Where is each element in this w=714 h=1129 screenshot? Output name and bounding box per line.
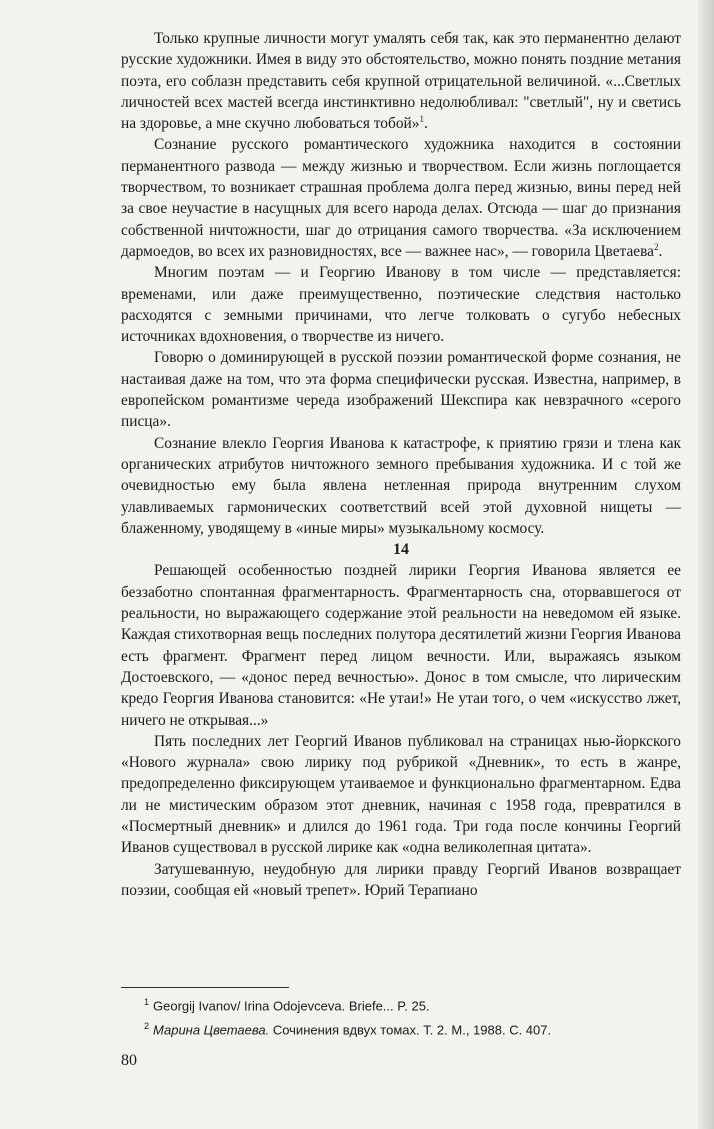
paragraph: Многим поэтам — и Георгию Иванову в том числе — представляется: временами, или даже преимущественно, поэтические следствия настолько расходятся с земными причинами, что легче толковать о сугубо небесных источниках вдохновения, о творчестве из ничего. [121, 264, 681, 346]
paragraph: Сознание влекло Георгия Иванова к катастрофе, к приятию грязи и тлена как органических атрибутов ничтожного земного пребывания художника. И с той же очевидностью ему была явлена нетленная природа внутренним слухом улавливаемых гармонических соответствий всей этой духовной нищеты — блаженному, уводящему в «иные миры» музыкальному космосу. [121, 434, 681, 537]
paragraph: Говорю о доминирующей в русской поэзии романтической форме сознания, не настаивая даже на том, что эта форма специфически русская. Известна, например, в европейском романтизме череда изображений Шекспира как невзрачного «серого писца». [121, 349, 681, 431]
footnote-divider [121, 987, 289, 988]
paragraph: Только крупные личности могут умалять себя так, как это перманентно делают русские художники. Имея в виду это обстоятельство, можно понять поздние метания поэта, его соблазн представить себя крупной отрицательной величиной. «...Светлых личностей всех мастей всегда инстинктивно недолюбливал: "светлый", ну и светись на здоровье, а мне скучно любоваться тобой»$^1$. [121, 30, 681, 133]
footnote-ref: 1 [419, 114, 424, 125]
paragraph: Затушеванную, неудобную для лирики правду Георгий Иванов возвращает поэзии, сообщая ей «новый трепет». Юрий Терапиано [121, 860, 681, 899]
paragraph: Сознание русского романтического художника находится в состоянии перманентного развода — между жизнью и творчеством. Если жизнь поглощается творчеством, то возникает страшная проблема долга перед жизнью, вины перед ней за свое неучастие в насущных для всего народа делах. Отсюда — шаг до признания собственной ничтожности, шаг до отрицания самого творчества. «За исключением дармоедов, во всех их разновидностях, все — важнее нас», — говорила Цветаева$^2$. [121, 136, 681, 260]
footnote-ref: 2 [654, 241, 659, 252]
section-number: 14 [393, 541, 409, 559]
paragraph: Пять последних лет Георгий Иванов публиковал на страницах нью-йоркского «Нового журнала» свою лирику под рубрикой «Дневник», то есть в жанре, предопределенно фиксирующем утаиваемое и функционально фрагментарном. Едва ли не мистическим образом этот дневник, начиная с 1958 года, превратился в «Посмертный дневник» и длился до 1961 года. Три года после кончины Георгий Иванов существовал в русской лирике как «одна великолепная цитата». [121, 732, 681, 857]
paragraph: Решающей особенностью поздней лирики Георгия Иванова является ее беззаботно спонтанная фрагментарность. Фрагментарность сна, оторвавшегося от реальности, но выражающего содержание этой реальности на неведомом ей языке. Каждая стихотворная вещь последних полутора десятилетий жизни Георгия Иванова есть фрагмент. Фрагмент перед лицом вечности. Или, выражаясь языком Достоевского, — «донос перед вечностью». Донос в том смысле, что лирическим кредо Георгия Иванова становится: «Не утаи!» Не утаи того, о чем «искусство лжет, ничего не открывая...» [121, 562, 681, 729]
footnote: $^2$ Марина Цветаева. Сочинения вдвух томах. Т. 2. М., 1988. С. 407. [144, 1021, 552, 1038]
page-edge [698, 0, 714, 1129]
page-number: 80 [121, 1052, 137, 1069]
footnote: $^1$ Georgij Ivanov/ Irina Odojevceva. Briefe... P. 25. [144, 997, 430, 1014]
body-text [121, 28, 681, 901]
footnote-author: Марина Цветаева. [153, 1022, 270, 1038]
footnotes [121, 992, 681, 1041]
